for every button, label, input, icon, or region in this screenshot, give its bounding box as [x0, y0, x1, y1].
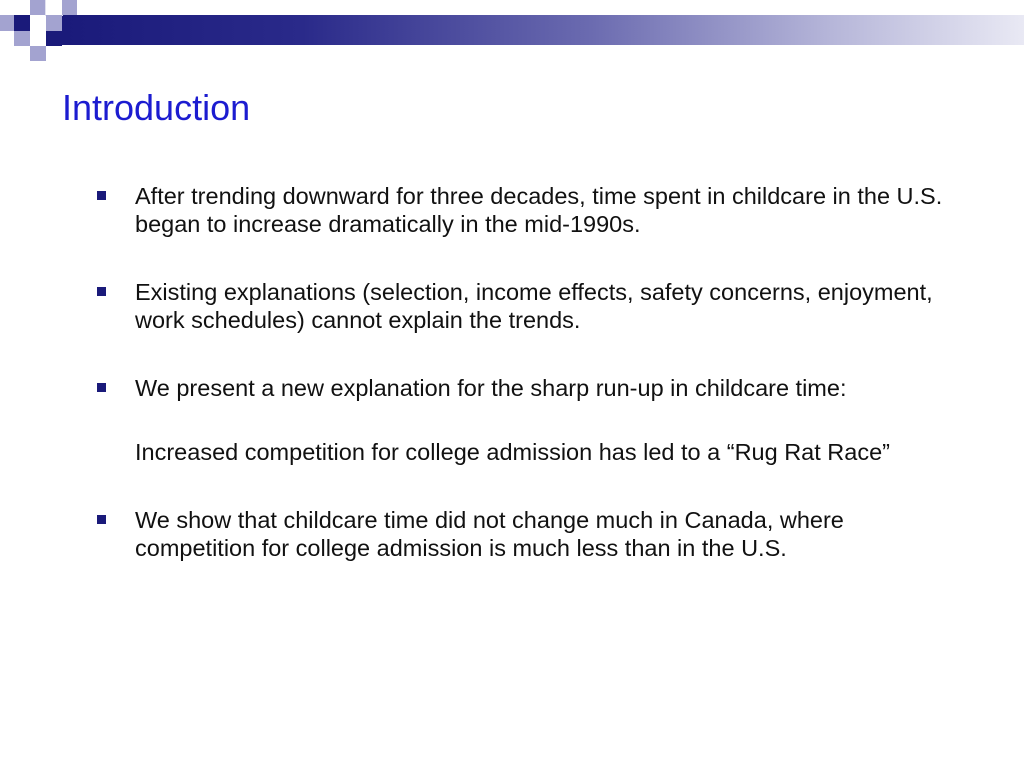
corner-square-white — [46, 0, 62, 15]
corner-square-light — [46, 15, 62, 31]
square-bullet-icon — [97, 383, 106, 392]
bullet-list — [96, 182, 966, 602]
bullet-item — [96, 278, 966, 334]
header-gradient-bar — [62, 15, 1024, 45]
corner-square-light — [0, 15, 14, 31]
bullet-text: After trending downward for three decades, time spent in childcare in the U.S. began to increase dramatically in the mid-1990s. — [135, 183, 943, 237]
corner-square-dark — [46, 31, 62, 46]
square-bullet-icon — [97, 515, 106, 524]
square-bullet-icon — [97, 191, 106, 200]
square-bullet-icon — [97, 287, 106, 296]
bullet-text: Increased competition for college admission has led to a “Rug Rat Race” — [135, 439, 890, 465]
bullet-text: We present a new explanation for the sharp run-up in childcare time: — [135, 375, 847, 401]
bullet-item — [96, 374, 966, 402]
corner-square-light — [62, 0, 77, 15]
corner-square-light — [30, 46, 46, 61]
indented-paragraph — [96, 438, 966, 466]
bullet-text: Existing explanations (selection, income effects, safety concerns, enjoyment, work schedules) cannot explain the trends. — [135, 279, 933, 333]
bullet-item — [96, 506, 966, 562]
slide-title: Introduction — [62, 87, 251, 128]
bullet-text: We show that childcare time did not change much in Canada, where competition for college admission is much less than in the U.S. — [135, 507, 844, 561]
corner-square-dark — [14, 15, 30, 31]
corner-square-light — [30, 0, 46, 15]
corner-square-light — [14, 31, 30, 46]
bullet-item — [96, 182, 966, 238]
